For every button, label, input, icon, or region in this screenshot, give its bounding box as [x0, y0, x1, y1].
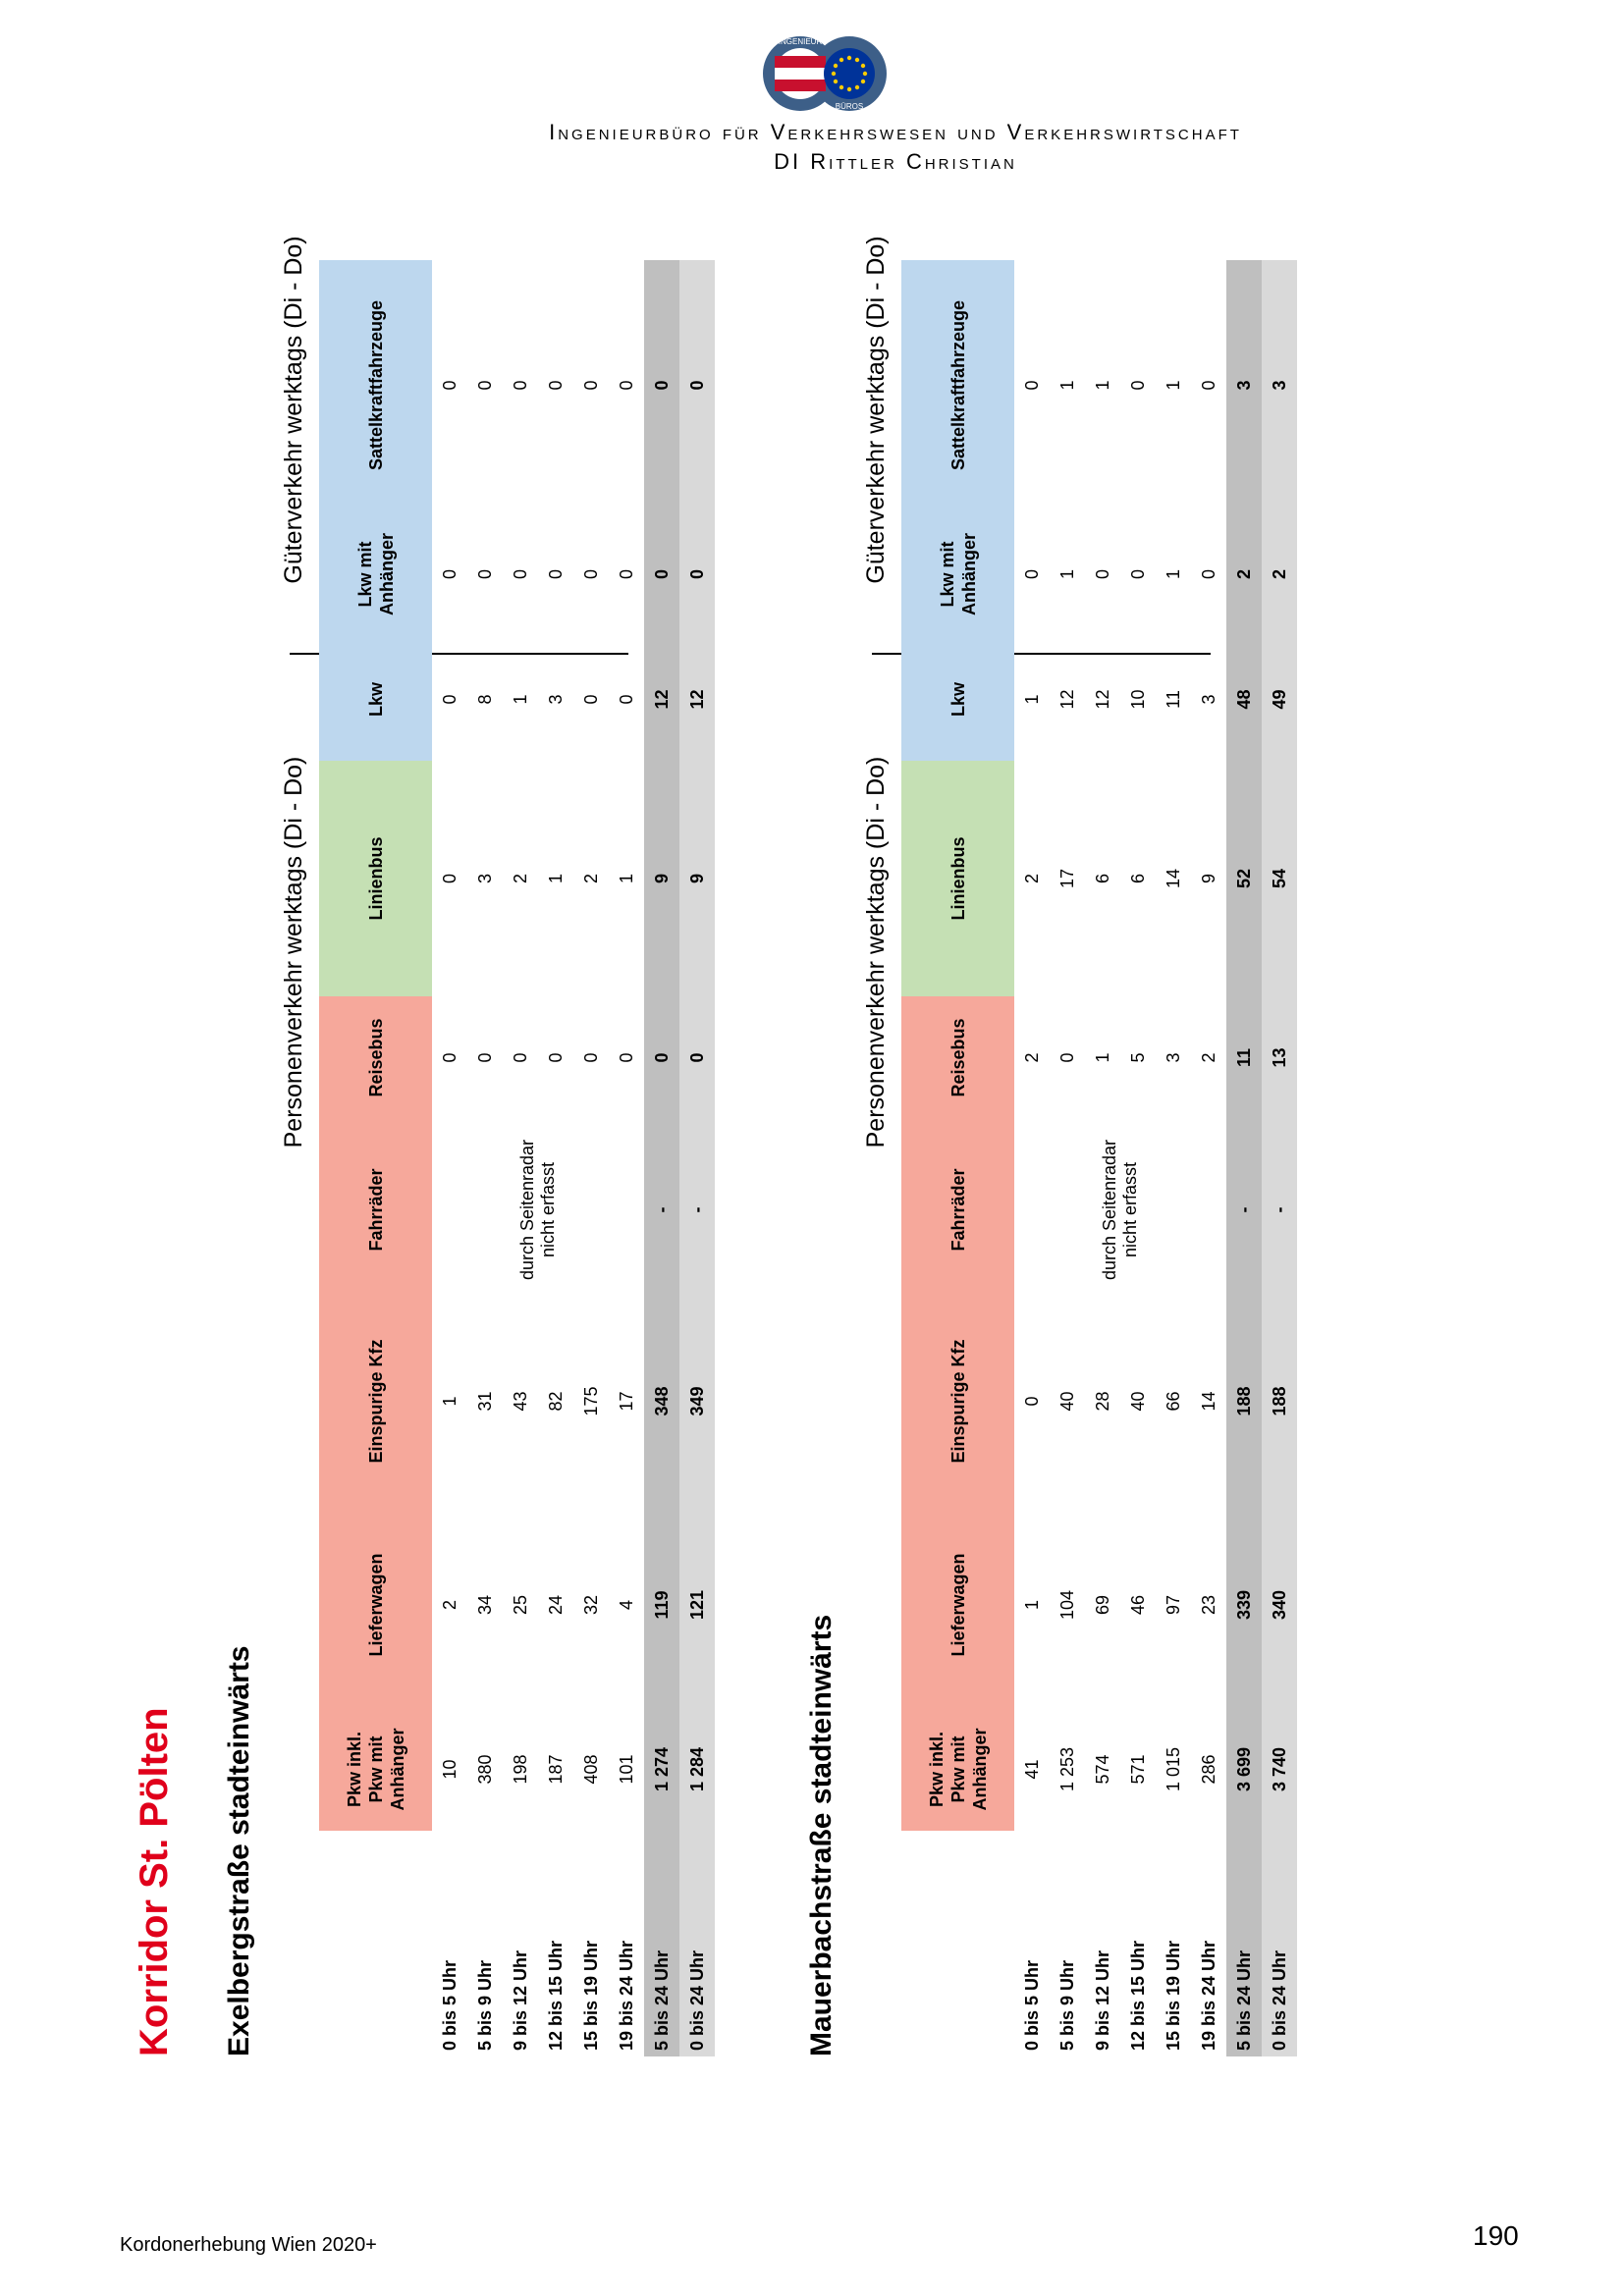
- col-header-sattelkfz: Sattelkraftfahrzeuge: [319, 260, 432, 510]
- col-header-linienbus: Linienbus: [319, 761, 432, 996]
- table-row: 0 bis 5 Uhr 41 1 0 durch Seitenradar nicht erfasst 2 2 1 0 0: [1014, 260, 1050, 2056]
- bicycle-note: durch Seitenradar nicht erfasst: [517, 1139, 558, 1281]
- section-title: Exelbergstraße stadteinwärts: [223, 1645, 255, 2056]
- total-row: 5 bis 24 Uhr 1 274 119 348 - 0 9 12 0 0: [644, 260, 679, 2056]
- count-table: [319, 260, 715, 2056]
- table-row: 9 bis 12 Uhr 198 25 43 0 2 1 0 0: [510, 380, 530, 2051]
- col-header-lkw: Lkw: [901, 638, 1014, 761]
- group-label-personenverkehr: Personenverkehr werktags (Di - Do): [862, 756, 890, 1148]
- section-exelbergstrasse: [223, 211, 773, 2056]
- svg-text:BÜROS: BÜROS: [835, 102, 864, 111]
- firm-logo: [751, 29, 898, 118]
- firm-owner: DI Rittler Christian: [774, 149, 1017, 174]
- col-header-pkw: Pkw inkl. Pkw mit Anhänger: [319, 1708, 432, 1831]
- col-header-fahrraeder: Fahrräder: [901, 1119, 1014, 1301]
- table-row: 12 bis 15 Uhr 187 24 82 0 1 3 0 0: [545, 380, 566, 2051]
- col-header-lkw-anhaenger: Lkw mit Anhänger: [319, 510, 432, 638]
- bicycle-note: durch Seitenradar nicht erfasst: [1100, 1139, 1140, 1281]
- col-header-lieferwagen: Lieferwagen: [901, 1502, 1014, 1708]
- table-row: 15 bis 19 Uhr 1 015 97 66 3 14 11 1 1: [1163, 380, 1183, 2051]
- firm-name: Ingenieurbüro für Verkehrswesen und Verkehrswirtschaft: [549, 120, 1242, 144]
- table-row: 0 bis 5 Uhr 10 2 1 durch Seitenradar nicht erfasst 0 0 0 0 0: [432, 260, 467, 2056]
- table-row: 19 bis 24 Uhr 101 4 17 0 1 0 0 0: [616, 380, 636, 2051]
- count-table: [901, 260, 1297, 2056]
- col-header-reisebus: Reisebus: [901, 996, 1014, 1119]
- col-header-lieferwagen: Lieferwagen: [319, 1502, 432, 1708]
- col-header-reisebus: Reisebus: [319, 996, 432, 1119]
- table-row: 5 bis 9 Uhr 380 34 31 0 3 8 0 0: [474, 380, 495, 2051]
- table-row: 12 bis 15 Uhr 571 46 40 5 6 10 0 0: [1127, 380, 1148, 2051]
- col-header-linienbus: Linienbus: [901, 761, 1014, 996]
- col-header-lkw: Lkw: [319, 638, 432, 761]
- table-row: 19 bis 24 Uhr 286 23 14 2 9 3 0 0: [1198, 380, 1218, 2051]
- col-header-pkw: Pkw inkl. Pkw mit Anhänger: [901, 1708, 1014, 1831]
- table-row: 15 bis 19 Uhr 408 32 175 0 2 0 0 0: [580, 380, 601, 2051]
- table-row: 5 bis 9 Uhr 1 253 104 40 0 17 12 1 1: [1056, 380, 1077, 2051]
- group-label-personenverkehr: Personenverkehr werktags (Di - Do): [280, 756, 307, 1148]
- corridor-title: Korridor St. Pölten: [133, 1707, 176, 2056]
- page-number: 190: [1473, 2220, 1519, 2251]
- total-row: 0 bis 24 Uhr 1 284 121 349 - 0 9 12 0 0: [679, 260, 715, 2056]
- col-header-sattelkfz: Sattelkraftfahrzeuge: [901, 260, 1014, 510]
- svg-text:INGENIEUR: INGENIEUR: [778, 37, 823, 46]
- col-header-fahrraeder: Fahrräder: [319, 1119, 432, 1301]
- col-header-lkw-anhaenger: Lkw mit Anhänger: [901, 510, 1014, 638]
- total-row: 0 bis 24 Uhr 3 740 340 188 - 13 54 49 2 3: [1262, 260, 1297, 2056]
- col-header-einspurige: Einspurige Kfz: [319, 1301, 432, 1502]
- table-row: 9 bis 12 Uhr 574 69 28 1 6 12 0 1: [1092, 380, 1112, 2051]
- group-label-gueterverkehr: Güterverkehr werktags (Di - Do): [862, 236, 890, 584]
- total-row: 5 bis 24 Uhr 3 699 339 188 - 11 52 48 2 3: [1226, 260, 1262, 2056]
- section-mauerbachstrasse: [805, 211, 1355, 2056]
- section-title: Mauerbachstraße stadteinwärts: [805, 1614, 838, 2056]
- group-label-gueterverkehr: Güterverkehr werktags (Di - Do): [280, 236, 307, 584]
- footer-document-title: Kordonerhebung Wien 2020+: [120, 2234, 377, 2256]
- landscape-content: [133, 211, 1350, 2056]
- col-header-einspurige: Einspurige Kfz: [901, 1301, 1014, 1502]
